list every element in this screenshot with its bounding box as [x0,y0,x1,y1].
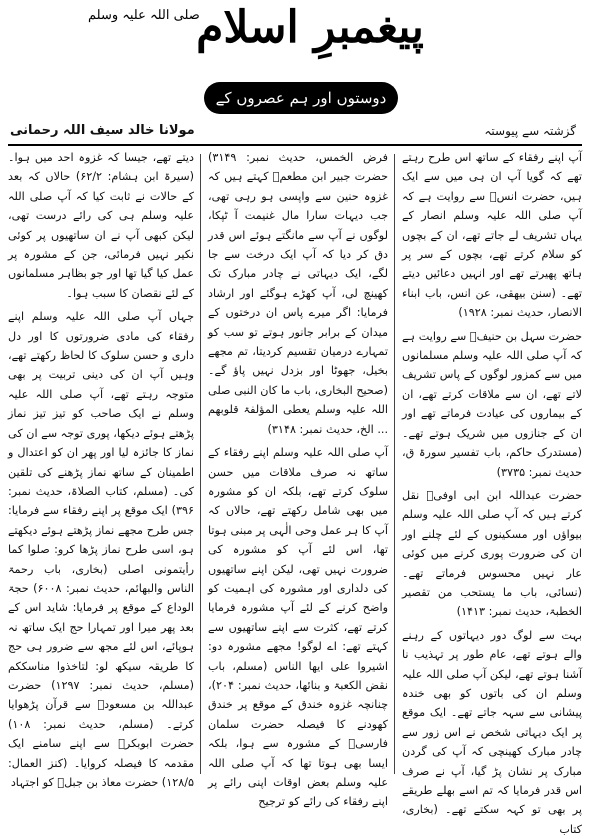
article-subtitle: دوستوں اور ہم عصروں کے ساتھ [215,89,387,139]
column-divider [200,154,201,774]
column-divider [394,154,395,774]
paragraph: بہت سے لوگ دور دیہاتوں کے رہنے والے ہوتے تھے، عام طور پر تہذیب نا آشنا ہوتے تھے، لیکن آپ صلی اللہ علیہ وسلم ان کی باتوں کو بھی خندہ پیشانی سے سہہ جاتے تھے۔ ایک موقع پر ایک دیہاتی شخص نے اس زور سے چادر مبارک کھینچی کہ آپ کی گردن مبارک پر نشان پڑ گیا، آپ نے صرف اس قدر فرمایا کہ تم اسے بھلے طریقے پر بھی تو کہہ سکتے تھے۔ (بخاری، کتاب [402,628,582,836]
header-rule [8,144,582,146]
column-left [8,148,194,789]
paragraph: جہاں آپ صلی اللہ علیہ وسلم اپنے رفقاء کی مادی ضرورتوں کا اور دل داری و حسن سلوک کا لحاظ رکھتے تھے، وہیں آپ ان کی دینی تربیت پر بھی متوجہ رہتے تھے، آپ صلی اللہ علیہ وسلم نے ایک صاحب کو تیز تیز نماز پڑھتے ہوئے دیکھا، پوری توجہ سے ان کی نماز کا جائزہ لیا اور پھر ان کو اعتدال و اطمینان کے ساتھ نماز پڑھنے کی تلقین کی۔ (مسلم، کتاب الصلاۃ، حدیث نمبر: ۳۹۶) ایک موقع پر اپنے رفقاء سے فرمایا: جس طرح مجھے نماز پڑھتے ہوئے دیکھتے ہو، اسی طرح نماز پڑھا کرو: صلوا کما رأیتمونی اصلی (بخاری، باب رحمۃ الناس والبھائم، حدیث نمبر: ۶۰۰۸) حجۃ الوداع کے موقع پر فرمایا: شاید اس کے بعد پھر میرا اور تمہارا حج ایک ساتھ نہ ہوپائے، اس لئے مجھ سے ضرور ہی حج کا طریقہ سیکھ لو: لتاخذوا مناسککم (مسلم، حدیث نمبر: ۱۲۹۷) حضرت عبداللہ بن مسعودؓ سے قرآن پڑھوایا کرتے۔ (مسلم، حدیث نمبر: ۱۰۸) حضرت ابوبکرؓ سے اپنے سامنے ایک مقدمہ کا فیصلہ کروایا۔ (کنز العمال: ۱۲۸/۵) حضرت معاذ بن جبلؓ کو اجتہاد [8,310,194,789]
byline-row [10,118,580,144]
paragraph: حضرت عبداللہ ابن ابی اوفیؓ نقل کرتے ہیں کہ آپ صلی اللہ علیہ وسلم بیواؤں اور مسکینوں کے لئے چلنے اور ان کی ضرورت پوری کرنے میں کوئی عار نہیں محسوس فرماتے تھے۔ (نسائی، باب ما یستحب من تقصیر الخطبۃ، حدیث نمبر: ۱۴۱۳) [402,488,582,619]
paragraph: آپ صلی اللہ علیہ وسلم اپنے رفقاء کے ساتھ نہ صرف ملاقات میں حسن سلوک کرتے تھے، بلکہ ان کو مشورہ میں بھی شامل رکھتے تھے، حالاں کہ آپ کا ہر عمل وحی الٰہی پر مبنی ہوتا تھا، اس لئے آپ کو مشورہ کی ضرورت نہیں تھی، لیکن اپنے ساتھیوں کی دلداری اور مشورہ کی اہمیت کو واضح کرنے کے لئے آپ مشورہ فرمایا کرتے تھے، کثرت سے اپنے ساتھیوں سے کہتے تھے: اے لوگو! مجھے مشورہ دو: اشیروا علی ایھا الناس (مسلم، باب نقض الکعبۃ و بنائھا، حدیث نمبر: ۲۰۴)، چنانچہ غزوہ خندق کے موقع پر خندق کھودنے کا فیصلہ حضرت سلمان فارسیؓ کے مشورہ سے ہوا، بلکہ ایسا بھی ہوتا تھا کہ آپ صلی اللہ علیہ وسلم بعض اوقات اپنی رائے پر اپنے رفقاء کی رائے کو ترجیح [208,446,388,809]
paragraph: آپ اپنے رفقاء کے ساتھ اس طرح رہتے تھے کہ گویا آپ ان ہی میں سے ایک ہیں، حضرت انسؓ سے روایت ہے کہ آپ صلی اللہ علیہ وسلم انصار کے یہاں تشریف لے جاتے تھے، ان کے بچوں کو سلام کرتے تھے، بچوں کے سر پر ہاتھ پھیرتے تھے اور انہیں دعائیں دیتے تھے۔ (سنن بیھقی، عن انس، باب ابناء الانصار، حدیث نمبر: ۱۹۲۸) [402,151,582,320]
paragraph: حضرت سہل بن حنیفؓ سے روایت ہے کہ آپ صلی اللہ علیہ وسلم مسلمانوں میں سے کمزور لوگوں کے پاس تشریف لاتے تھے، ان سے ملاقات کرتے تھے، ان کے بیماروں کی عیادت فرماتے تھے اور ان کے جنازوں میں شریک ہوتے تھے۔ (مستدرک حاکم، باب تفسیر سورۃ ق، حدیث نمبر: ۳۷۳۵) [402,329,582,479]
paragraph: فرض الخمس، حدیث نمبر: ۳۱۴۹) حضرت جبیر ابن مطعمؓ کہتے ہیں کہ غزوہ حنین سے واپسی ہو رہی تھی، جب دیہات سارا مال غنیمت آ ٹپکا، لوگوں نے آپ سے مانگتے ہوئے اس قدر دق کر دیا کہ آپ ایک درخت سے جا لگے، ایک دیہاتی نے چادر مبارک تک کھینچ لی، آپ کھڑے ہوگئے اور ارشاد فرمایا: اگر میرے پاس ان درختوں کے میدان کے برابر جانور ہوتے تو سب کو تمہارے درمیان تقسیم کردیتا، تم مجھے بخیل، جھوٹا اور بزدل نہیں پاؤ گے۔ (صحیح البخاری، باب ما کان النبی صلی اللہ علیہ وسلم یعطی المؤلفۃ قلوبھم ... الخ، حدیث نمبر: ۳۱۴۸) [208,151,388,436]
article-title: پیغمبرِ اسلام [196,2,424,53]
paragraph: دیتے تھے، جیسا کہ غزوہ احد میں ہوا۔ (سیرۃ ابن ہشام: ۶۲/۲) حالاں کہ بعد کے حالات نے ثابت کیا کہ آپ صلی اللہ علیہ وسلم ہی کی رائے درست تھی، لیکن کبھی آپ نے ان ساتھیوں پر کوئی نکیر نہیں فرمائی، جن کے مشورہ پر عمل کیا گیا تھا اور جو بظاہر مسلمانوں کے لئے نقصان کا سبب ہوا۔ [8,151,194,300]
column-right [402,148,582,836]
honorific-calligraphy: صلی اللہ علیہ وسلم [88,8,200,23]
column-middle [208,148,388,809]
author-name: مولانا خالد سیف اللہ رحمانی [10,123,195,138]
continued-label: گزشتہ سے پیوستہ [484,124,576,138]
subtitle-banner [204,82,398,139]
article-body [8,148,582,836]
